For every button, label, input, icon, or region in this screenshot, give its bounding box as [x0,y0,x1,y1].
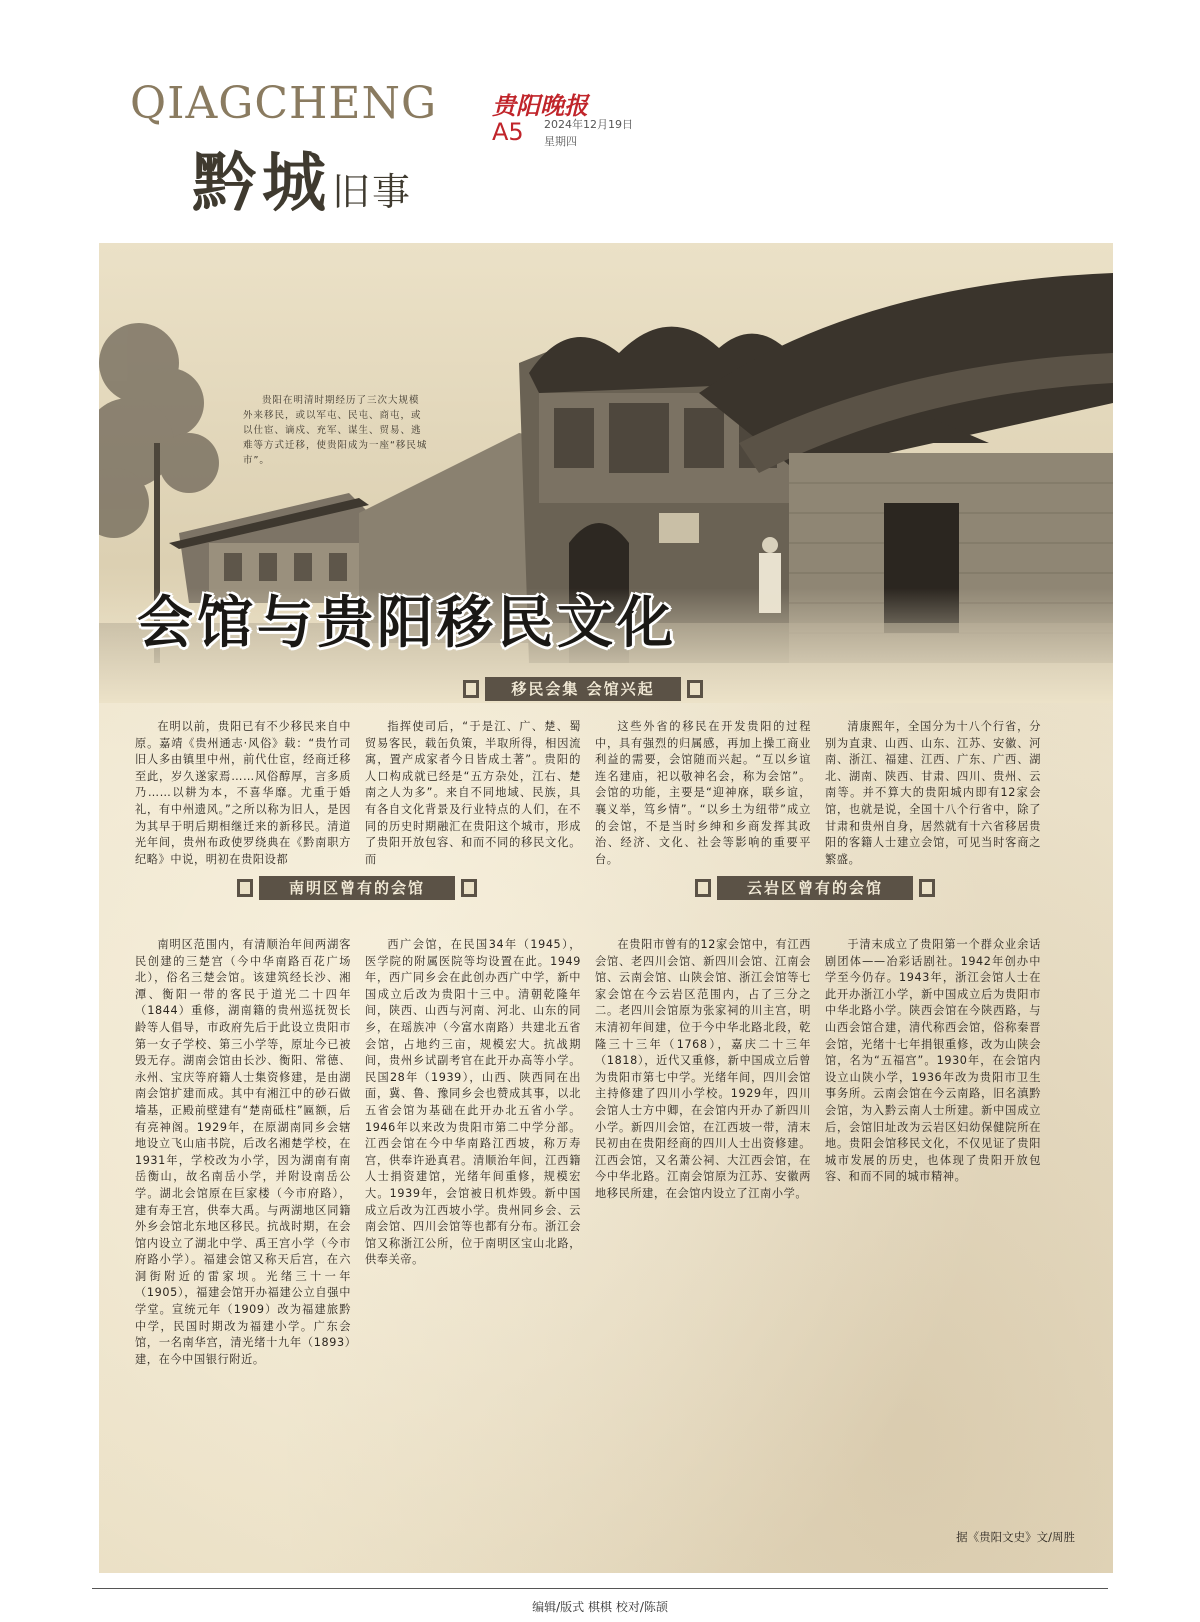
intro-paragraph-3: 这些外省的移民在开发贵阳的过程中，具有强烈的归属感，再加上操工商业利益的需要，会馆随而兴起。“互以乡谊连名建庙，祀以敬神名会，称为会馆”。会馆的功能，主要是“迎神庥，联乡谊，襄义举，笃乡情”。“以乡土为纽带”成立的会馆，不是当时乡绅和乡商发挥其政治、经济、文化、社会等影响的重要平台。 [595,720,811,866]
intro-column-1 [135,719,351,871]
body-paragraph-4: 于清末成立了贵阳第一个群众业余话剧团体——冶彩话剧社。1942年创办中学至今仍存。1943年，浙江会馆人士在此开办浙江小学，新中国成立后为贵阳市中华北路小学。陕西会馆在今陕西路，与山西会馆合建，清代称西会馆，俗称秦晋会馆，光绪十七年捐银重修，改为山陕会馆，名为“五福宫”。1930年，在会馆内设立山陕小学，1936年改为贵阳市卫生事务所。云南会馆在今云南路，旧名滇黔会馆，为入黔云南人士所建。新中国成立后，会馆旧址改为云岩区妇幼保健院所在地。贵阳会馆移民文化，不仅见证了贵阳城市发展的历史，也体现了贵阳开放包容、和而不同的城市精神。 [825,938,1041,1184]
body-paragraph-1: 南明区范围内，有清顺治年间两湖客民创建的三楚宫（今中华南路百花广场北），俗名三楚会馆。该建筑经长沙、湘潭、衡阳一带的客民于道光二十四年（1844）重修，湖南籍的贵州巡抚贺长龄等人倡导，市政府先后于此设立贵阳市第一女子学校、第三小学等，原址今已被毁无存。湖南会馆由长沙、衡阳、常德、永州、宝庆等府籍人士集资修建，是由湖南会馆扩建而成。其中有湘江中的砂石做墙基，正殿前壁建有“楚南砥柱”匾额，后有亮神阁。1929年，在原湖南同乡会辖地设立飞山庙书院，后改名湘楚学校，在1931年，学校改为小学，因为湖南有南岳衡山，故名南岳小学，并附设南岳公学。湖北会馆原在巨家楼（今市府路），建有寿王宫，供奉大禹。与两湖地区同籍外乡会馆北东地区移民。抗战时期，在会馆内设立了湖北中学、禹王宫小学（今市府路小学）。福建会馆又称天后宫，在六洞街附近的雷家坝。光绪三十一年（1905），福建会馆开办福建公立自强中学堂。宣统元年（1909）改为福建旅黔中学，民国时期改为福建小学。广东会馆，一名南华宫，清光绪十九年（1893）建，在今中国银行附近。 [135,938,351,1366]
column-name-suffix: 旧事 [332,170,413,214]
body-paragraph-3: 在贵阳市曾有的12家会馆中，有江西会馆、老四川会馆、新四川会馆、江南会馆、云南会馆、山陕会馆、浙江会馆等七家会馆在今云岩区范围内，占了三分之二。老四川会馆原为张家祠的川主宫，明末清初年间建，位于今中华北路北段，乾隆三十三年（1768），嘉庆二十三年（1818），近代又重修，新中国成立后曾为贵阳市第七中学。光绪年间，四川会馆主持修建了四川小学校。1929年，四川会馆人士方中卿，在会馆内开办了新四川小学。新四川会馆，在江西坡一带，清末民初由在贵阳经商的四川人士出资修建。江西会馆，又名萧公祠、大江西会馆，在今中华北路。江南会馆原为江苏、安徽两地移民所建，在会馆内设立了江南小学。 [595,938,811,1200]
page-number: A5 [492,118,524,146]
body-paragraph-2: 西广会馆，在民国34年（1945），医学院的附属医院等均设置在此。1949年，西广同乡会在此创办西广中学，新中国成立后改为贵阳十三中。清朝乾隆年间，陕西、山西与河南、河北、山东的同乡，在瑶族冲（今富水南路）共建北五省会馆，占地约三亩，规模宏大。抗战期间，贵州乡试副考官在此开办高等小学。民国28年（1939），山西、陕西同在出面，冀、鲁、豫同乡会也赞成其事，以北五省会馆为基础在此开办北五省小学。1946年以来改为贵阳市第二中学分部。江西会馆在今中华南路江西坡，称万寿宫，供奉许逊真君。清顺治年间，江西籍人士捐资建馆，光绪年间重修，规模宏大。1939年，会馆被日机炸毁。新中国成立后改为江西坡小学。贵州同乡会、云南会馆、四川会馆等也都有分布。浙江会馆又称浙江公所，位于南明区宝山北路，供奉关帝。 [365,938,581,1267]
newspaper-logo: 贵阳晚报 [492,91,588,120]
column-roman-title: QIAGCHENG [130,78,438,129]
body-column-4 [825,937,1041,1497]
intro-paragraph-2: 指挥使司后，“于是江、广、楚、蜀贸易客民，载缶负策，半取所得，相因流寓，置产成家者今日皆成土著”。贵阳的人口构成就已经是“五方杂处，江右、楚南之人为多”。来自不同地域、民族，具有各自文化背景及行业特点的人们，在不同的历史时期融汇在贵阳这个城市，形成了贵阳开放包容、和而不同的移民文化。而 [365,720,581,866]
article-panel [99,243,1113,1573]
issue-date [544,116,633,150]
photo-caption: 贵阳在明清时期经历了三次大规模外来移民，或以军屯、民屯、商屯，或以仕宦、谪戍、充军、谋生、贸易、逃难等方式迁移，使贵阳成为一座“移民城市”。 [243,395,428,466]
issue-weekday: 星期四 [544,135,577,148]
column-masthead [130,78,450,221]
column-name [192,132,412,224]
body-column-2 [365,937,581,1513]
intro-column-4 [825,719,1041,871]
intro-column-2 [365,719,581,871]
article-byline: 据《贵阳文史》文/周胜 [956,1530,1075,1544]
issue-date-text: 2024年12月19日 [544,118,633,131]
article-title: 会馆与贵阳移民文化 [137,591,677,656]
intro-column-3 [595,719,811,871]
body-column-3 [595,937,811,1513]
footer-credits: 编辑/版式 棋棋 校对/陈颉 [532,1600,668,1614]
section-heading-immigrants: 移民会集 会馆兴起 [485,677,681,701]
section-heading-nanming: 南明区曾有的会馆 [259,876,455,900]
intro-paragraph-4: 清康熙年，全国分为十八个行省，分别为直隶、山西、山东、江苏、安徽、河南、浙江、福建、江西、广东、广西、湖北、湖南、陕西、甘肃、四川、贵州、云南等。并不算大的贵阳城内即有12家会馆，也就是说，全国十八个行省中，除了甘肃和贵州自身，居然就有十六省移居贵阳的客籍人士建立会馆，可见当时客商之繁盛。 [825,720,1041,866]
body-column-1 [135,937,351,1513]
intro-paragraph-1: 在明以前，贵阳已有不少移民来自中原。嘉靖《贵州通志·风俗》载：“贵竹司旧人多由镇里中州，前代仕宦，经商迁移至此，岁久遂家焉……风俗醇厚，言多质乃……以耕为本，不喜华靡。尤重于婚礼，有中州遗风。”之所以称为旧人，是因为其早于明后期相继迁来的新移民。清道光年间，贵州布政使罗绕典在《黔南职方纪略》中说，明初在贵阳设都 [135,720,351,866]
footer-divider [92,1588,1108,1589]
section-heading-yunyan: 云岩区曾有的会馆 [717,876,913,900]
column-name-main: 黔城 [192,147,332,221]
